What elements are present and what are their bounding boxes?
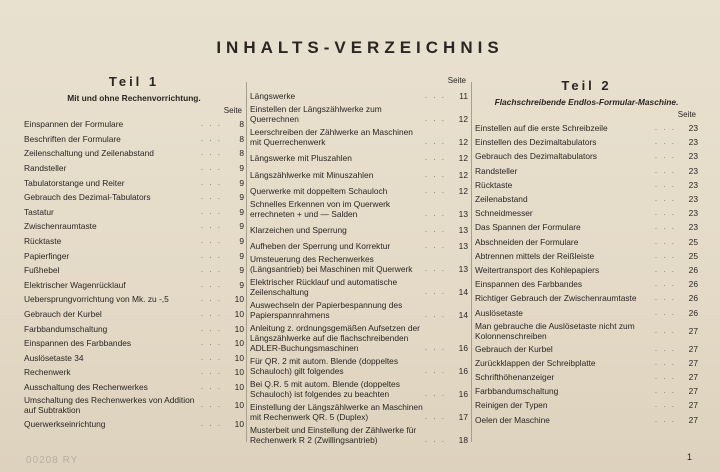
toc-leader-dots: . . . [424,287,446,297]
toc-entry-page: 11 [459,91,468,102]
teil2-seite-label: Seite [677,110,696,119]
toc-entry [475,305,698,319]
toc-leader-dots: . . . [654,208,676,218]
toc-leader-dots: . . . [200,367,222,377]
toc-leader-dots: . . . [654,307,676,317]
toc-entry-title: Einstellen des Dezimaltabulators [475,137,597,148]
toc-leader-dots: . . . [200,352,222,362]
toc-entry-title: Tabulatorstange und Reiter [24,177,125,188]
toc-entry [250,182,468,198]
toc-entry-title: Das Spannen der Formulare [475,222,581,233]
teil2-entry-list [475,121,698,427]
toc-entry-title: Für QR. 2 mit autom. Blende (doppeltes Schauloch) gilt folgendes [250,356,399,377]
toc-leader-dots: . . . [654,293,676,303]
teil1-heading: Teil 1 [108,74,160,89]
toc-entry-title: Uebersprungvorrichtung von Mk. zu -,5 [24,294,169,305]
toc-entry-page: 12 [458,169,468,180]
toc-leader-dots: . . . [200,265,222,275]
toc-leader-dots: . . . [654,123,676,133]
toc-entry [475,370,698,384]
toc-entry-title: Gebrauch des Dezimaltabulators [475,151,597,162]
toc-entry [250,165,468,181]
toc-leader-dots: . . . [654,264,676,274]
toc-entry [24,219,244,234]
toc-entry-page: 10 [234,309,244,320]
toc-entry [475,135,698,149]
toc-column-middle [250,70,468,447]
toc-entry-title: Randsteller [24,163,67,174]
toc-entry [24,416,244,431]
toc-entry-page: 8 [239,119,244,130]
toc-entry [475,320,698,342]
toc-leader-dots: . . . [424,153,446,163]
toc-entry-page: 9 [239,221,244,232]
toc-entry-title: Zeilenschaltung und Zeilenabstand [24,148,154,159]
toc-leader-dots: . . . [654,372,676,382]
page-number: 1 [686,452,692,462]
toc-leader-dots: . . . [200,177,222,187]
toc-entry [250,355,468,378]
toc-entry-page: 18 [458,435,468,446]
toc-entry [24,161,244,176]
toc-entry-title: Rechenwerk [24,367,71,378]
toc-leader-dots: . . . [654,400,676,410]
toc-leader-dots: . . . [200,192,222,202]
toc-entry [250,221,468,237]
toc-leader-dots: . . . [424,91,446,101]
toc-entry-page: 13 [458,241,468,252]
toc-entry-page: 9 [239,279,244,290]
toc-entry-title: Zwischenraumtaste [24,221,97,232]
toc-leader-dots: . . . [654,325,676,335]
toc-entry-page: 25 [688,236,698,247]
toc-entry [475,413,698,427]
toc-entry-title: Aufheben der Sperrung und Korrektur [250,241,391,252]
toc-entry [475,149,698,163]
toc-entry-title: Abtrennen mittels der Reißleiste [475,250,595,261]
toc-entry-title: Randsteller [475,165,518,176]
toc-leader-dots: . . . [654,414,676,424]
toc-entry-page: 27 [688,414,698,425]
toc-leader-dots: . . . [654,222,676,232]
toc-entry-page: 12 [458,137,468,148]
toc-entry-title: Einspannen des Farbbandes [475,279,583,290]
toc-entry-title: Farbbandumschaltung [24,323,108,334]
toc-entry-title: Anleitung z. ordnungsgemäßen Aufsetzen der Längszählwerke auf die flachschreibenden ADLER-Buchungsmaschinen [250,323,420,354]
toc-entry-page: 26 [688,279,698,290]
toc-entry-title: Klarzeichen und Sperrung [250,224,347,235]
toc-leader-dots: . . . [424,241,446,251]
toc-entry-title: Elektrischer Rücklauf und automatische Zeilenschaltung [250,277,398,298]
toc-entry-title: Oelen der Maschine [475,414,550,425]
toc-entry [475,249,698,263]
toc-entry-title: Einspannen des Farbbandes [24,338,132,349]
toc-entry [24,234,244,249]
toc-entry [475,164,698,178]
toc-entry-page: 16 [458,366,468,377]
toc-leader-dots: . . . [200,323,222,333]
toc-entry [475,220,698,234]
toc-entry-page: 13 [458,264,468,275]
toc-leader-dots: . . . [200,206,222,216]
toc-leader-dots: . . . [654,165,676,175]
toc-entry [24,307,244,322]
toc-leader-dots: . . . [200,418,222,428]
toc-leader-dots: . . . [424,264,446,274]
toc-leader-dots: . . . [424,435,446,445]
toc-entry-title: Tastatur [24,206,54,217]
toc-entry [250,237,468,253]
toc-entry-title: Weitertransport des Kohlepapiers [475,264,600,275]
toc-entry-title: Gebrauch der Kurbel [475,343,553,354]
toc-entry-page: 23 [688,123,698,134]
toc-leader-dots: . . . [424,343,446,353]
toc-entry-title: Einstellung der Längszählwerke an Maschinen mit Rechenwerk QR. 5 (Duplex) [250,402,423,423]
toc-entry-page: 26 [688,293,698,304]
toc-entry-title: Reinigen der Typen [475,400,548,411]
toc-entry-title: Bei Q.R. 5 mit autom. Blende (doppeltes Schauloch) ist folgendes zu beachten [250,379,400,400]
toc-entry-page: 27 [688,386,698,397]
toc-entry [475,356,698,370]
toc-entry-title: Einstellen auf die erste Schreibzeile [475,123,608,134]
toc-entry-page: 26 [688,264,698,275]
toc-entry-page: 12 [458,114,468,125]
toc-entry-page: 17 [458,412,468,423]
toc-entry-page: 27 [688,372,698,383]
toc-entry-page: 13 [458,208,468,219]
toc-entry-page: 27 [688,400,698,411]
toc-entry-page: 10 [234,323,244,334]
toc-leader-dots: . . . [424,412,446,422]
toc-entry-title: Man gebrauche die Auslösetaste nicht zum Kolonnenschreiben [475,320,635,341]
toc-leader-dots: . . . [424,224,446,234]
toc-entry-title: Rücktaste [475,179,513,190]
toc-entry-title: Schrifthöhenanzeiger [475,372,555,383]
teil1-subheading: Mit und ohne Rechenvorrichtung. [67,93,201,103]
toc-entry-title: Zeilenabstand [475,194,528,205]
toc-entry-page: 8 [239,133,244,144]
toc-column-teil1 [24,70,244,431]
toc-entry-title: Längszählwerke mit Minuszahlen [250,169,374,180]
toc-entry [475,235,698,249]
toc-entry-title: Richtiger Gebrauch der Zwischenraumtaste [475,293,637,304]
toc-leader-dots: . . . [424,208,446,218]
toc-leader-dots: . . . [424,310,446,320]
toc-entry-page: 13 [458,224,468,235]
toc-entry-page: 16 [458,389,468,400]
toc-entry [250,198,468,221]
toc-leader-dots: . . . [200,250,222,260]
toc-entry [475,206,698,220]
toc-entry-title: Umsteuerung des Rechenwerkes (Längsantrieb) bei Maschinen mit Querwerk [250,254,413,275]
toc-leader-dots: . . . [200,236,222,246]
toc-leader-dots: . . . [654,357,676,367]
toc-entry [250,401,468,424]
toc-entry-page: 23 [688,179,698,190]
toc-leader-dots: . . . [424,389,446,399]
toc-entry-page: 10 [234,367,244,378]
toc-entry [475,342,698,356]
toc-entry-title: Querwerke mit doppeltem Schauloch [250,185,388,196]
toc-leader-dots: . . . [200,294,222,304]
toc-entry [24,248,244,263]
toc-entry-title: Gebrauch des Dezimal-Tabulators [24,192,151,203]
toc-leader-dots: . . . [654,151,676,161]
toc-entry [24,263,244,278]
toc-entry [24,175,244,190]
toc-entry-title: Ausschaltung des Rechenwerkes [24,381,148,392]
toc-entry [475,291,698,305]
toc-entry [250,299,468,322]
toc-entry-page: 9 [239,250,244,261]
toc-entry-page: 23 [688,208,698,219]
toc-entry-page: 27 [688,343,698,354]
toc-leader-dots: . . . [424,185,446,195]
toc-entry-page: 8 [239,148,244,159]
toc-entry-page: 9 [239,265,244,276]
toc-column-teil2 [475,70,698,427]
toc-entry-page: 23 [688,137,698,148]
toc-entry-title: Einspannen der Formulare [24,119,124,130]
toc-leader-dots: . . . [654,179,676,189]
toc-entry-title: Schneidmesser [475,208,533,219]
toc-entry-page: 23 [688,194,698,205]
toc-leader-dots: . . . [200,338,222,348]
toc-entry-page: 27 [688,325,698,336]
toc-entry-page: 14 [458,287,468,298]
toc-entry [250,126,468,149]
toc-entry-title: Auslösetaste 34 [24,352,84,363]
toc-entry-title: Farbbandumschaltung [475,386,559,397]
toc-entry [24,394,244,416]
toc-entry-page: 16 [458,343,468,354]
toc-entry-title: Musterbeit und Einstellung der Zählwerke für Rechenwerk R 2 (Zwillingsantrieb) [250,425,417,446]
toc-leader-dots: . . . [200,309,222,319]
toc-entry [24,117,244,132]
toc-entry-title: Beschriften der Formulare [24,133,121,144]
toc-leader-dots: . . . [200,119,222,129]
column-divider-right [471,82,472,442]
toc-entry-title: Zurückklappen der Schreibplatte [475,357,596,368]
toc-leader-dots: . . . [654,386,676,396]
toc-entry-page: 9 [239,236,244,247]
toc-entry-page: 25 [688,250,698,261]
toc-entry [475,277,698,291]
toc-entry-page: 10 [234,294,244,305]
toc-entry [250,276,468,299]
toc-entry-page: 10 [234,352,244,363]
toc-entry [250,103,468,126]
toc-entry-page: 26 [688,307,698,318]
toc-leader-dots: . . . [654,236,676,246]
toc-entry [24,132,244,147]
toc-entry [475,192,698,206]
toc-entry-title: Abschneiden der Formulare [475,236,579,247]
toc-entry-page: 9 [239,163,244,174]
toc-entry-page: 10 [234,338,244,349]
toc-entry-title: Leerschreiben der Zählwerke an Maschinen mit Querrechenwerk [250,127,413,148]
toc-entry-page: 10 [234,418,244,429]
toc-entry [475,178,698,192]
toc-entry-page: 9 [239,177,244,188]
toc-entry-page: 12 [458,185,468,196]
toc-entry-title: Querwerkseinrichtung [24,418,106,429]
toc-entry [475,121,698,135]
toc-entry [475,384,698,398]
toc-entry [24,336,244,351]
teil1-entry-list [24,117,244,431]
toc-entry [475,398,698,412]
toc-leader-dots: . . . [654,250,676,260]
toc-entry [24,365,244,380]
page-title: INHALTS-VERZEICHNIS [216,38,504,57]
toc-leader-dots: . . . [200,400,222,410]
toc-leader-dots: . . . [654,194,676,204]
toc-entry-page: 23 [688,222,698,233]
toc-leader-dots: . . . [200,163,222,173]
toc-leader-dots: . . . [654,343,676,353]
toc-entry-page: 27 [688,357,698,368]
toc-entry-page: 10 [234,381,244,392]
toc-leader-dots: . . . [654,137,676,147]
toc-entry-title: Längswerke mit Pluszahlen [250,153,352,164]
toc-entry-page: 9 [239,206,244,217]
archive-stamp: 00208 RY [26,455,79,466]
toc-leader-dots: . . . [200,221,222,231]
toc-entry [250,87,468,103]
toc-entry [250,322,468,355]
toc-leader-dots: . . . [200,381,222,391]
toc-leader-dots: . . . [200,279,222,289]
teil2-subheading: Flachschreibende Endlos-Formular-Maschine. [494,97,679,107]
toc-entry-page: 10 [234,400,244,411]
toc-entry [24,190,244,205]
toc-entry [24,380,244,395]
toc-leader-dots: . . . [654,279,676,289]
middle-entry-list [250,87,468,447]
toc-entry [24,205,244,220]
toc-entry-title: Auswechseln der Papierbespannung des Papierspannrahmens [250,300,403,321]
toc-entry [24,321,244,336]
toc-entry [24,351,244,366]
toc-entry-title: Einstellen der Längszählwerke zum Querrechnen [250,104,382,125]
middle-seite-label: Seite [447,76,466,85]
toc-leader-dots: . . . [424,114,446,124]
toc-entry [24,278,244,293]
toc-entry-page: 9 [239,192,244,203]
toc-entry-title: Fußhebel [24,265,60,276]
teil1-seite-label: Seite [223,106,242,115]
toc-entry [24,146,244,161]
toc-entry-title: Rücktaste [24,236,62,247]
toc-leader-dots: . . . [424,169,446,179]
toc-leader-dots: . . . [424,137,446,147]
column-divider-left [246,82,247,442]
toc-entry [250,424,468,447]
toc-leader-dots: . . . [424,366,446,376]
toc-leader-dots: . . . [200,133,222,143]
toc-entry-title: Gebrauch der Kurbel [24,309,102,320]
toc-entry [250,149,468,165]
toc-leader-dots: . . . [200,148,222,158]
toc-entry [250,378,468,401]
toc-entry-title: Längswerke [250,91,296,102]
toc-entry [475,263,698,277]
toc-entry-page: 23 [688,165,698,176]
toc-entry [24,292,244,307]
toc-entry-page: 12 [458,153,468,164]
toc-entry-title: Elektrischer Wagenrücklauf [24,279,126,290]
toc-entry-page: 23 [688,151,698,162]
toc-entry-title: Schnelles Erkennen von im Querwerk errechneten + und — Salden [250,198,391,219]
toc-entry-page: 14 [458,310,468,321]
teil2-heading: Teil 2 [561,78,612,93]
toc-entry [250,253,468,276]
toc-entry-title: Umschaltung des Rechenwerkes von Addition auf Subtraktion [24,395,195,416]
toc-entry-title: Papierfinger [24,250,70,261]
toc-entry-title: Auslösetaste [475,307,523,318]
